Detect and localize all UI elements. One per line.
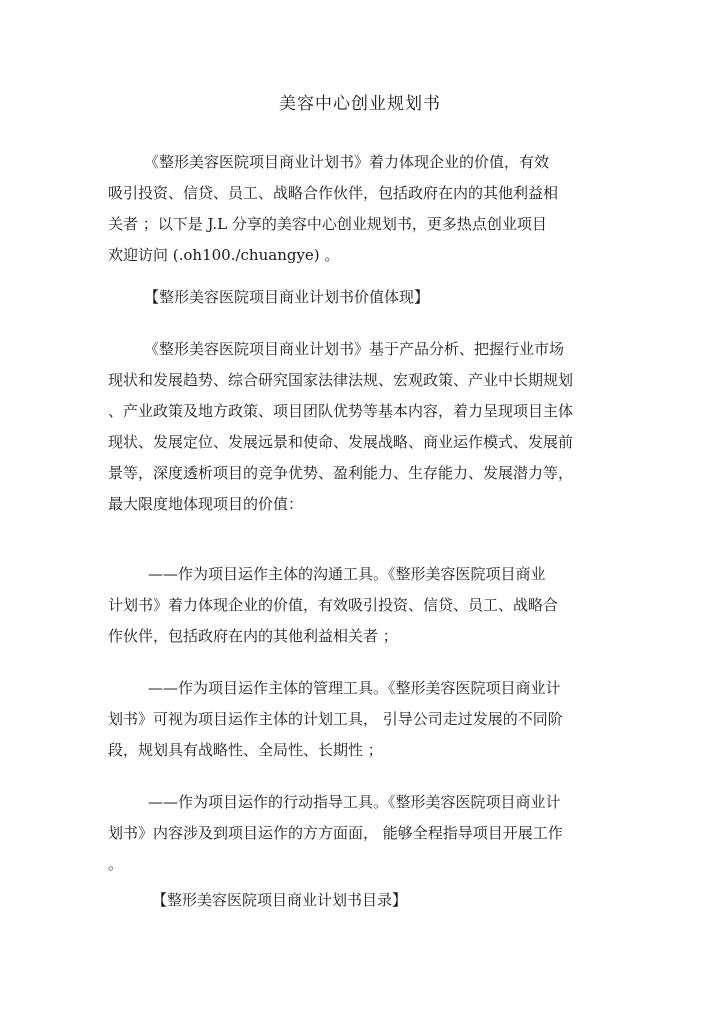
value-paragraph [108,334,608,520]
paragraph-line: 现状和发展趋势、综合研究国家法律法规、宏观政策、产业中长期规划 [108,371,574,389]
paragraph-line: ——作为项目运作的行动指导工具。《整形美容医院项目商业计 [148,793,561,811]
paragraph-line: 段，规划具有战略性、全局性、长期性 ； [108,741,383,759]
paragraph-line: 计划书》着力体现企业的价值，有效吸引投资、信贷、员工、战略合 [108,596,559,614]
paragraph-line: 作伙伴，包括政府在内的其他利益相关者 ； [108,627,398,645]
paragraph-line: ——作为项目运作主体的沟通工具。《整形美容医院项目商业 [148,565,546,583]
paragraph-line: 现状、发展定位、发展远景和使命、发展战略、商业运作模式、发展前 [108,433,574,451]
section-heading-value: 【整形美容医院项目商业计划书价值体现】 [144,288,430,306]
paragraph-line: 、产业政策及地方政策、项目团队优势等基本内容，着力呈现项目主体 [108,402,574,420]
paragraph-line: 划书》可视为项目运作主体的计划工具， 引导公司走过发展的不同阶 [108,710,563,728]
management-tool-paragraph [108,673,608,766]
action-guide-paragraph [108,787,608,880]
paragraph-line: 最大限度地体现项目的价值： [108,495,304,513]
document-title: 美容中心创业规划书 [279,94,441,114]
paragraph-line: 关者 ；以下是 J.L 分享的美容中心创业规划书，更多热点创业项目 [108,215,547,233]
section-heading-contents: 【整形美容医院项目商业计划书目录】 [152,891,408,909]
paragraph-line: 吸引投资、信贷、员工、战略合作伙伴，包括政府在内的其他利益相 [108,184,559,202]
paragraph-line: ——作为项目运作主体的管理工具。《整形美容医院项目商业计 [148,679,561,697]
paragraph-line: 《整形美容医院项目商业计划书》基于产品分析、把握行业市场 [144,340,565,358]
communication-tool-paragraph [108,559,608,652]
paragraph-line: 景等，深度透析项目的竞争优势、盈利能力、生存能力、发展潜力等， [108,464,574,482]
paragraph-line: 。 [108,855,124,873]
paragraph-line: 划书》内容涉及到项目运作的方方面面， 能够全程指导项目开展工作 [108,824,563,842]
paragraph-line: 《整形美容医院项目商业计划书》着力体现企业的价值，有效 [144,153,550,171]
intro-paragraph [108,147,608,271]
paragraph-line: 欢迎访问 (.oh100./chuangye) 。 [108,246,340,264]
